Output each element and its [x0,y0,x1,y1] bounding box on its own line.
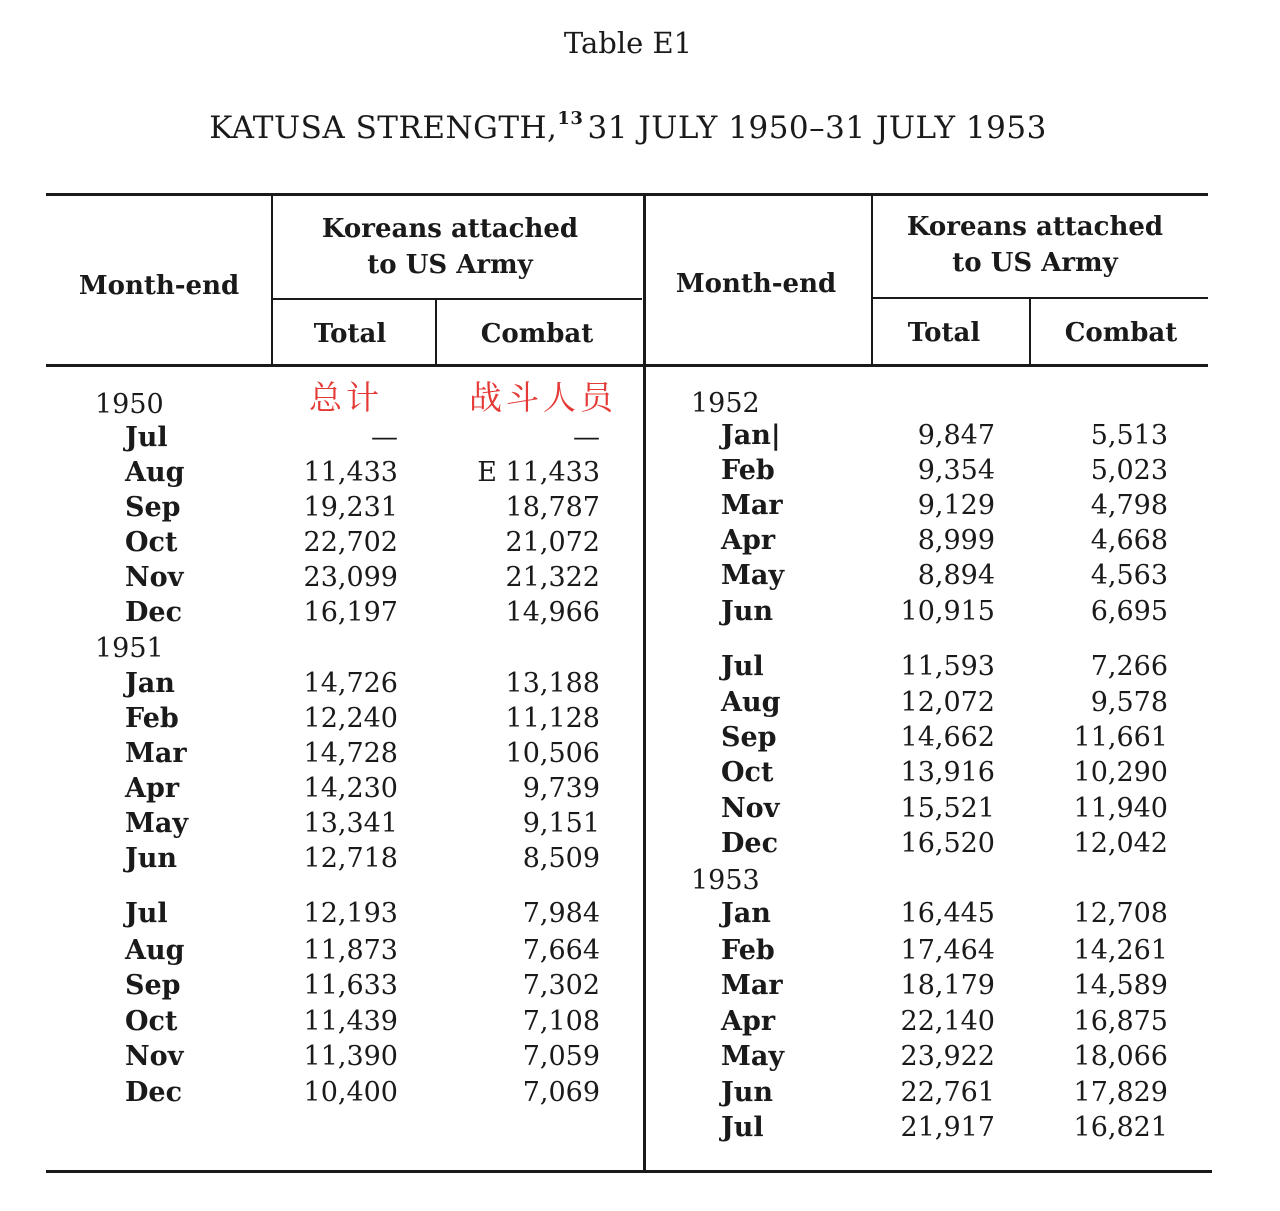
combat-value: 7,984 [522,898,600,929]
right-group-rule [872,297,1208,299]
combat-value: 17,829 [1073,1077,1168,1108]
month-label: Dec [125,597,183,628]
left-group-header-line1: Koreans attached [321,214,579,244]
total-value: 19,231 [303,492,398,523]
total-value: 14,726 [303,668,398,699]
month-label: Jun [721,596,774,627]
total-value: 18,179 [900,970,995,1001]
combat-value: 9,578 [1090,687,1168,718]
total-value: 14,728 [303,738,398,769]
month-label: Jul [125,422,168,453]
combat-value: 7,059 [522,1041,600,1072]
right-combat-header: Combat [1064,318,1178,348]
combat-value: 7,266 [1090,651,1168,682]
total-value: 13,341 [303,808,398,839]
total-value: 9,129 [917,490,995,521]
total-value: 16,197 [303,597,398,628]
month-label: Feb [125,703,179,734]
title-range: 31 JULY 1950–31 JULY 1953 [587,110,1047,146]
combat-value: 8,509 [522,843,600,874]
table-caption: Table E1 [563,26,693,60]
month-label: Aug [125,935,185,966]
month-label: Apr [721,525,776,556]
month-label: Feb [721,935,775,966]
month-label: Jun [721,1077,774,1108]
combat-value: E 11,433 [477,457,600,488]
left-total-header: Total [313,319,387,349]
combat-value: 21,322 [505,562,600,593]
month-label: Jan| [721,420,781,451]
combat-value: — [573,422,600,453]
combat-value: 7,664 [522,935,600,966]
month-label: Sep [125,492,181,523]
total-value: 15,521 [900,793,995,824]
total-value: 12,193 [303,898,398,929]
right-group-header-line1: Koreans attached [906,212,1164,242]
month-label: Mar [721,970,783,1001]
total-value: 9,847 [917,420,995,451]
combat-value: 5,513 [1090,420,1168,451]
table-title [0,108,1256,146]
total-value: 12,240 [303,703,398,734]
total-value: 17,464 [900,935,995,966]
total-value: 11,390 [303,1041,398,1072]
combat-value: 6,695 [1090,596,1168,627]
total-value: 11,433 [303,457,398,488]
combat-value: 7,108 [522,1006,600,1037]
month-label: Sep [125,970,181,1001]
month-label: Aug [125,457,185,488]
month-label: Dec [721,828,779,859]
total-annotation: 总计 [309,378,383,417]
left-combat-header: Combat [480,319,594,349]
combat-value: 5,023 [1090,455,1168,486]
total-value: 22,140 [900,1006,995,1037]
right-year-label: 1952 [691,388,760,419]
total-value: 11,633 [303,970,398,1001]
combat-value: 18,787 [505,492,600,523]
right-year-label: 1953 [691,865,760,896]
month-label: Jun [125,843,178,874]
total-value: 22,702 [303,527,398,558]
total-value: 23,099 [303,562,398,593]
left-total-combat-divider [435,299,437,365]
total-value: 11,593 [900,651,995,682]
total-value: 21,917 [900,1112,995,1143]
month-label: May [125,808,189,839]
combat-value: 7,069 [522,1077,600,1108]
center-divider [643,195,646,1171]
combat-value: 14,261 [1073,935,1168,966]
total-value: 12,072 [900,687,995,718]
right-group-header-line2: to US Army [952,248,1118,278]
month-label: Apr [125,773,180,804]
month-label: Nov [721,793,780,824]
total-value: 9,354 [917,455,995,486]
month-label: Nov [125,1041,184,1072]
combat-value: 9,151 [522,808,600,839]
month-label: May [721,1041,785,1072]
combat-value: 16,875 [1073,1006,1168,1037]
total-value: 12,718 [303,843,398,874]
combat-value: 11,128 [505,703,600,734]
combat-value: 10,290 [1073,757,1168,788]
month-label: May [721,560,785,591]
month-label: Oct [125,527,178,558]
combat-value: 21,072 [505,527,600,558]
combat-annotation: 战斗人员 [469,378,617,417]
month-label: Jan [721,898,771,929]
combat-value: 14,966 [505,597,600,628]
total-value: 10,915 [900,596,995,627]
month-label: Oct [125,1006,178,1037]
total-value: 13,916 [900,757,995,788]
month-label: Nov [125,562,184,593]
combat-value: 12,708 [1073,898,1168,929]
total-value: 14,230 [303,773,398,804]
combat-value: 4,798 [1090,490,1168,521]
left-month-end-header: Month-end [78,271,240,301]
month-label: Sep [721,722,777,753]
combat-value: 11,661 [1073,722,1168,753]
combat-value: 7,302 [522,970,600,1001]
total-value: 23,922 [900,1041,995,1072]
left-month-divider [271,195,273,365]
combat-value: 12,042 [1073,828,1168,859]
right-total-header: Total [907,318,981,348]
total-value: 11,873 [303,935,398,966]
month-label: Jul [721,1112,764,1143]
month-label: Dec [125,1077,183,1108]
table-top-rule [46,193,1208,196]
total-value: 22,761 [900,1077,995,1108]
combat-value: 18,066 [1073,1041,1168,1072]
total-value: 8,894 [917,560,995,591]
right-month-end-header: Month-end [675,269,837,299]
left-group-rule [272,298,642,300]
combat-value: 11,940 [1073,793,1168,824]
month-label: Feb [721,455,775,486]
combat-value: 4,563 [1090,560,1168,591]
combat-value: 13,188 [505,668,600,699]
right-month-divider [871,195,873,365]
combat-value: 10,506 [505,738,600,769]
left-year-label: 1951 [95,633,164,664]
total-value: 16,520 [900,828,995,859]
title-footnote: 13 [557,108,584,129]
total-value: — [371,422,398,453]
total-value: 11,439 [303,1006,398,1037]
month-label: Jul [125,898,168,929]
combat-value: 9,739 [522,773,600,804]
combat-value: 4,668 [1090,525,1168,556]
total-value: 14,662 [900,722,995,753]
month-label: Jan [125,668,175,699]
month-label: Mar [721,490,783,521]
total-value: 16,445 [900,898,995,929]
left-group-header-line2: to US Army [367,250,533,280]
month-label: Apr [721,1006,776,1037]
month-label: Oct [721,757,774,788]
total-value: 8,999 [917,525,995,556]
right-total-combat-divider [1029,298,1031,365]
title-text: KATUSA STRENGTH, [209,110,558,146]
month-label: Aug [721,687,781,718]
header-bottom-rule [46,364,1208,367]
total-value: 10,400 [303,1077,398,1108]
left-year-label: 1950 [95,389,164,420]
month-label: Mar [125,738,187,769]
month-label: Jul [721,651,764,682]
table-bottom-rule [46,1170,1212,1173]
combat-value: 16,821 [1073,1112,1168,1143]
combat-value: 14,589 [1073,970,1168,1001]
